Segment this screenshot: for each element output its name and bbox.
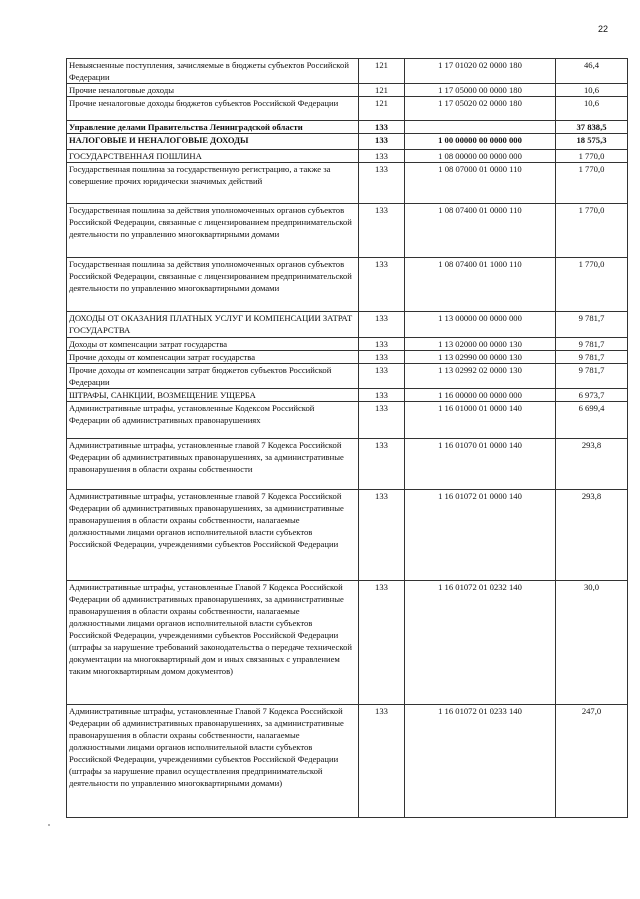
table-row: [67, 402, 628, 439]
row-code-cell: 1 08 07000 01 0000 110: [405, 163, 556, 204]
row-amount-cell: 6 973,7: [556, 389, 628, 402]
row-name-cell: Административные штрафы, установленные Главой 7 Кодекса Российской Федерации об административных правонарушениях, за административные правонарушения в области охраны собственности, налагаемые должностными лицами органов исполнительной власти субъектов Российской Федерации, учреждениями субъектов Российской Федерации (штрафы за нарушение правил осуществления предпринимательской деятельности по управлению многоквартирными домами): [67, 705, 359, 818]
row-amount-cell: 6 699,4: [556, 402, 628, 439]
row-admin-cell: 133: [359, 351, 405, 364]
row-name-cell: ГОСУДАРСТВЕННАЯ ПОШЛИНА: [67, 150, 359, 163]
table-row: [67, 59, 628, 84]
row-code-cell: 1 17 05000 00 0000 180: [405, 84, 556, 97]
table-row: [67, 121, 628, 134]
row-code-cell: 1 17 05020 02 0000 180: [405, 97, 556, 121]
row-admin-cell: 133: [359, 439, 405, 490]
row-amount-cell: 1 770,0: [556, 204, 628, 258]
row-amount-cell: 10,6: [556, 97, 628, 121]
row-amount-cell: 1 770,0: [556, 163, 628, 204]
row-code-cell: 1 16 01072 01 0000 140: [405, 490, 556, 581]
row-code-cell: 1 16 01070 01 0000 140: [405, 439, 556, 490]
row-name-cell: Невыясненные поступления, зачисляемые в бюджеты субъектов Российской Федерации: [67, 59, 359, 84]
row-name-cell: Административные штрафы, установленные Главой 7 Кодекса Российской Федерации об административных правонарушениях, за административные правонарушения в области охраны собственности, налагаемые должностными лицами органов исполнительной власти субъектов Российской Федерации, учреждениями субъектов Российской Федерации (штрафы за нарушение требований законодательства о передаче технической документации на многоквартирный дом и иных связанных с управлением таким многоквартирным домом документов): [67, 581, 359, 705]
row-admin-cell: 133: [359, 389, 405, 402]
row-admin-cell: 121: [359, 59, 405, 84]
row-code-cell: 1 13 02990 00 0000 130: [405, 351, 556, 364]
row-amount-cell: 9 781,7: [556, 312, 628, 338]
row-code-cell: 1 08 07400 01 0000 110: [405, 204, 556, 258]
row-code-cell: 1 17 01020 02 0000 180: [405, 59, 556, 84]
page-number: 22: [597, 24, 608, 34]
row-admin-cell: 133: [359, 204, 405, 258]
row-code-cell: 1 13 02000 00 0000 130: [405, 338, 556, 351]
row-name-cell: Прочие доходы от компенсации затрат государства: [67, 351, 359, 364]
table-row: [67, 364, 628, 389]
row-admin-cell: 133: [359, 312, 405, 338]
table-row: [67, 84, 628, 97]
row-name-cell: Административные штрафы, установленные главой 7 Кодекса Российской Федерации об административных правонарушениях, за административные правонарушения в области охраны собственности: [67, 439, 359, 490]
row-amount-cell: 293,8: [556, 439, 628, 490]
table-row: [67, 705, 628, 818]
row-amount-cell: 1 770,0: [556, 150, 628, 163]
row-code-cell: 1 13 02992 02 0000 130: [405, 364, 556, 389]
row-name-cell: НАЛОГОВЫЕ И НЕНАЛОГОВЫЕ ДОХОДЫ: [67, 134, 359, 150]
table-row: [67, 258, 628, 312]
row-code-cell: 1 16 01072 01 0233 140: [405, 705, 556, 818]
row-admin-cell: 133: [359, 121, 405, 134]
row-code-cell: 1 16 01000 01 0000 140: [405, 402, 556, 439]
row-name-cell: Государственная пошлина за действия уполномоченных органов субъектов Российской Федерации, связанные с лицензированием предпринимательской деятельности по управлению многоквартирными домами: [67, 204, 359, 258]
row-name-cell: Государственная пошлина за действия уполномоченных органов субъектов Российской Федерации, связанные с лицензированием предпринимательской деятельности по управлению многоквартирными домами: [67, 258, 359, 312]
table-row: [67, 150, 628, 163]
table-row: [67, 163, 628, 204]
row-name-cell: ДОХОДЫ ОТ ОКАЗАНИЯ ПЛАТНЫХ УСЛУГ И КОМПЕНСАЦИИ ЗАТРАТ ГОСУДАРСТВА: [67, 312, 359, 338]
row-amount-cell: 293,8: [556, 490, 628, 581]
row-code-cell: [405, 121, 556, 134]
row-code-cell: 1 08 07400 01 1000 110: [405, 258, 556, 312]
row-admin-cell: 133: [359, 134, 405, 150]
table-row: [67, 134, 628, 150]
row-amount-cell: 30,0: [556, 581, 628, 705]
row-amount-cell: 18 575,3: [556, 134, 628, 150]
row-admin-cell: 133: [359, 163, 405, 204]
row-code-cell: 1 00 00000 00 0000 000: [405, 134, 556, 150]
row-amount-cell: 46,4: [556, 59, 628, 84]
row-name-cell: Доходы от компенсации затрат государства: [67, 338, 359, 351]
row-admin-cell: 121: [359, 97, 405, 121]
row-name-cell: Административные штрафы, установленные главой 7 Кодекса Российской Федерации об административных правонарушениях, за административные правонарушения в области охраны собственности, налагаемые должностными лицами органов исполнительной власти субъектов Российской Федерации, учреждениями субъектов Российской Федерации: [67, 490, 359, 581]
table-row: [67, 490, 628, 581]
row-name-cell: Государственная пошлина за государственную регистрацию, а также за совершение прочих юридически значимых действий: [67, 163, 359, 204]
row-amount-cell: 9 781,7: [556, 338, 628, 351]
scan-artifact: [48, 824, 50, 826]
revenue-table: [66, 58, 628, 818]
row-admin-cell: 133: [359, 402, 405, 439]
row-amount-cell: 37 838,5: [556, 121, 628, 134]
row-code-cell: 1 08 00000 00 0000 000: [405, 150, 556, 163]
row-amount-cell: 247,0: [556, 705, 628, 818]
row-name-cell: Прочие доходы от компенсации затрат бюджетов субъектов Российской Федерации: [67, 364, 359, 389]
row-amount-cell: 9 781,7: [556, 364, 628, 389]
row-code-cell: 1 16 00000 00 0000 000: [405, 389, 556, 402]
row-admin-cell: 133: [359, 490, 405, 581]
row-admin-cell: 133: [359, 364, 405, 389]
row-name-cell: Административные штрафы, установленные Кодексом Российской Федерации об административных правонарушениях: [67, 402, 359, 439]
row-admin-cell: 133: [359, 705, 405, 818]
table-row: [67, 97, 628, 121]
row-admin-cell: 133: [359, 338, 405, 351]
row-name-cell: Прочие неналоговые доходы: [67, 84, 359, 97]
table-row: [67, 204, 628, 258]
table-row: [67, 439, 628, 490]
table-row: [67, 338, 628, 351]
row-name-cell: ШТРАФЫ, САНКЦИИ, ВОЗМЕЩЕНИЕ УЩЕРБА: [67, 389, 359, 402]
row-admin-cell: 121: [359, 84, 405, 97]
row-code-cell: 1 16 01072 01 0232 140: [405, 581, 556, 705]
row-name-cell: Прочие неналоговые доходы бюджетов субъектов Российской Федерации: [67, 97, 359, 121]
row-amount-cell: 10,6: [556, 84, 628, 97]
table-row: [67, 389, 628, 402]
table-row: [67, 312, 628, 338]
row-amount-cell: 9 781,7: [556, 351, 628, 364]
table-row: [67, 581, 628, 705]
row-admin-cell: 133: [359, 150, 405, 163]
row-admin-cell: 133: [359, 581, 405, 705]
table-row: [67, 351, 628, 364]
row-name-cell: Управление делами Правительства Ленинградской области: [67, 121, 359, 134]
row-amount-cell: 1 770,0: [556, 258, 628, 312]
row-code-cell: 1 13 00000 00 0000 000: [405, 312, 556, 338]
row-admin-cell: 133: [359, 258, 405, 312]
